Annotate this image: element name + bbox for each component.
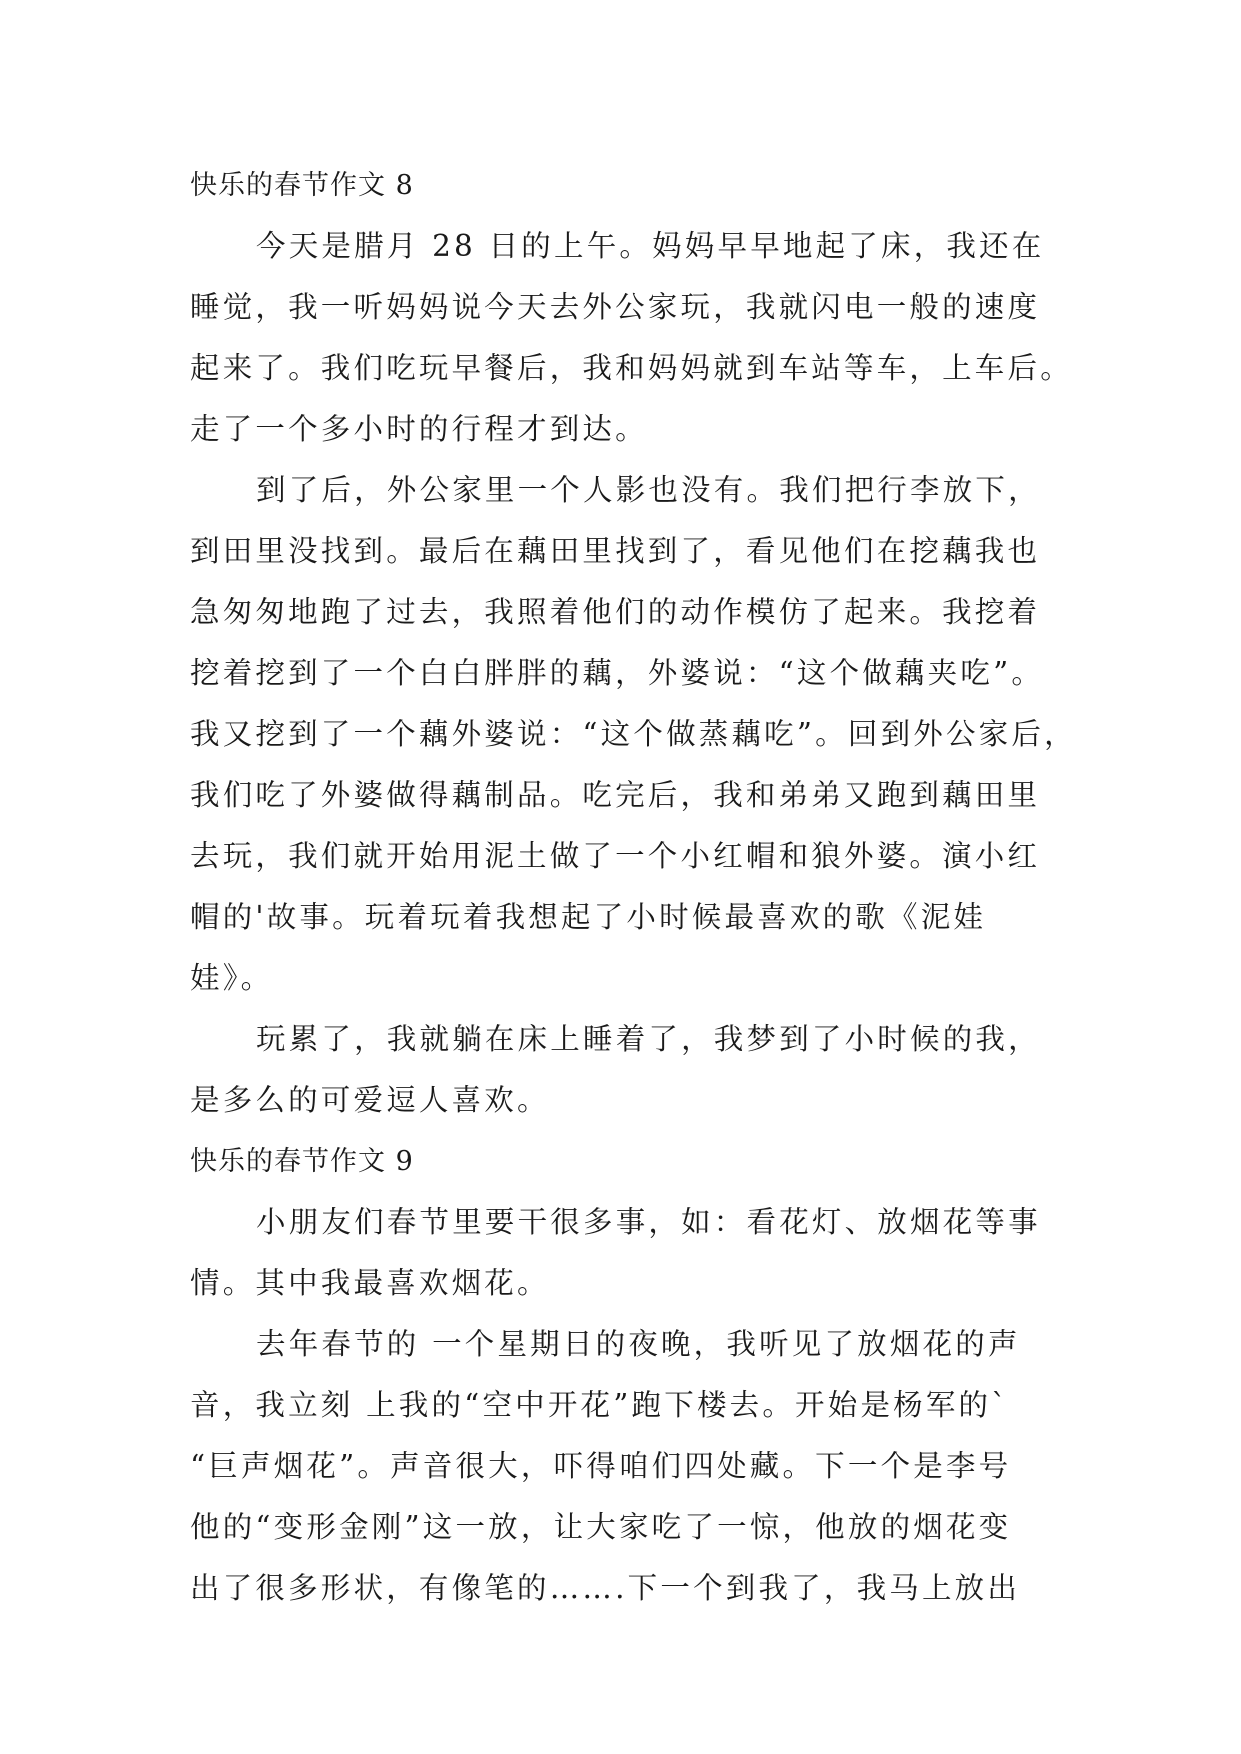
text-line: 挖着挖到了一个白白胖胖的藕，外婆说：“这个做藕夹吃”。 xyxy=(190,656,1045,690)
paragraph xyxy=(190,216,1073,460)
paragraph xyxy=(190,460,1077,1009)
text-line: 睡觉，我一听妈妈说今天去外公家玩，我就闪电一般的速度 xyxy=(190,290,1041,324)
text-line: 到了后，外公家里一个人影也没有。我们把行李放下， xyxy=(256,473,1041,507)
section-heading: 快乐的春节作文 8 xyxy=(190,170,414,201)
text-line: 小朋友们春节里要干很多事，如：看花灯、放烟花等事 xyxy=(256,1205,1041,1239)
text-line: 去玩，我们就开始用泥土做了一个小红帽和狼外婆。演小红 xyxy=(190,839,1041,873)
text-line: 是多么的可爱逗人喜欢。 xyxy=(190,1083,550,1117)
text-line: 今天是腊月 28 日的上午。妈妈早早地起了床，我还在 xyxy=(256,229,1045,263)
essay-section-9 xyxy=(190,1131,1050,1619)
text-line: 急匆匆地跑了过去，我照着他们的动作模仿了起来。我挖着 xyxy=(190,595,1041,629)
text-line: 娃》。 xyxy=(190,961,274,995)
paragraph xyxy=(190,1192,1050,1314)
paragraph xyxy=(190,1009,1050,1131)
text-line: 帽的'故事。玩着玩着我想起了小时候最喜欢的歌《泥娃 xyxy=(190,900,987,934)
essay-section-8 xyxy=(190,155,1077,1131)
text-line: 情。其中我最喜欢烟花。 xyxy=(190,1266,550,1300)
text-line: 玩累了，我就躺在床上睡着了，我梦到了小时候的我， xyxy=(256,1022,1041,1056)
text-line: 到田里没找到。最后在藕田里找到了，看见他们在挖藕我也 xyxy=(190,534,1041,568)
document-page xyxy=(190,155,1077,1619)
paragraph xyxy=(190,1314,1050,1619)
text-line: “巨声烟花”。声音很大，吓得咱们四处藏。下一个是李号 xyxy=(190,1449,1012,1483)
text-line: 他的“变形金刚”这一放，让大家吃了一惊，他放的烟花变 xyxy=(190,1510,1012,1544)
text-line: 我又挖到了一个藕外婆说：“这个做蒸藕吃”。回到外公家后， xyxy=(190,717,1077,751)
section-heading: 快乐的春节作文 9 xyxy=(190,1146,414,1177)
text-line: 音，我立刻 上我的“空中开花”跑下楼去。开始是杨军的` xyxy=(190,1388,1010,1422)
text-line: 去年春节的 一个星期日的夜晚，我听见了放烟花的声 xyxy=(256,1327,1021,1361)
text-line: 走了一个多小时的行程才到达。 xyxy=(190,412,648,446)
text-line: 我们吃了外婆做得藕制品。吃完后，我和弟弟又跑到藕田里 xyxy=(190,778,1041,812)
text-line: 出了很多形状，有像笔的…….下一个到我了，我马上放出 xyxy=(190,1571,1021,1605)
text-line: 起来了。我们吃玩早餐后，我和妈妈就到车站等车，上车后。 xyxy=(190,351,1073,385)
